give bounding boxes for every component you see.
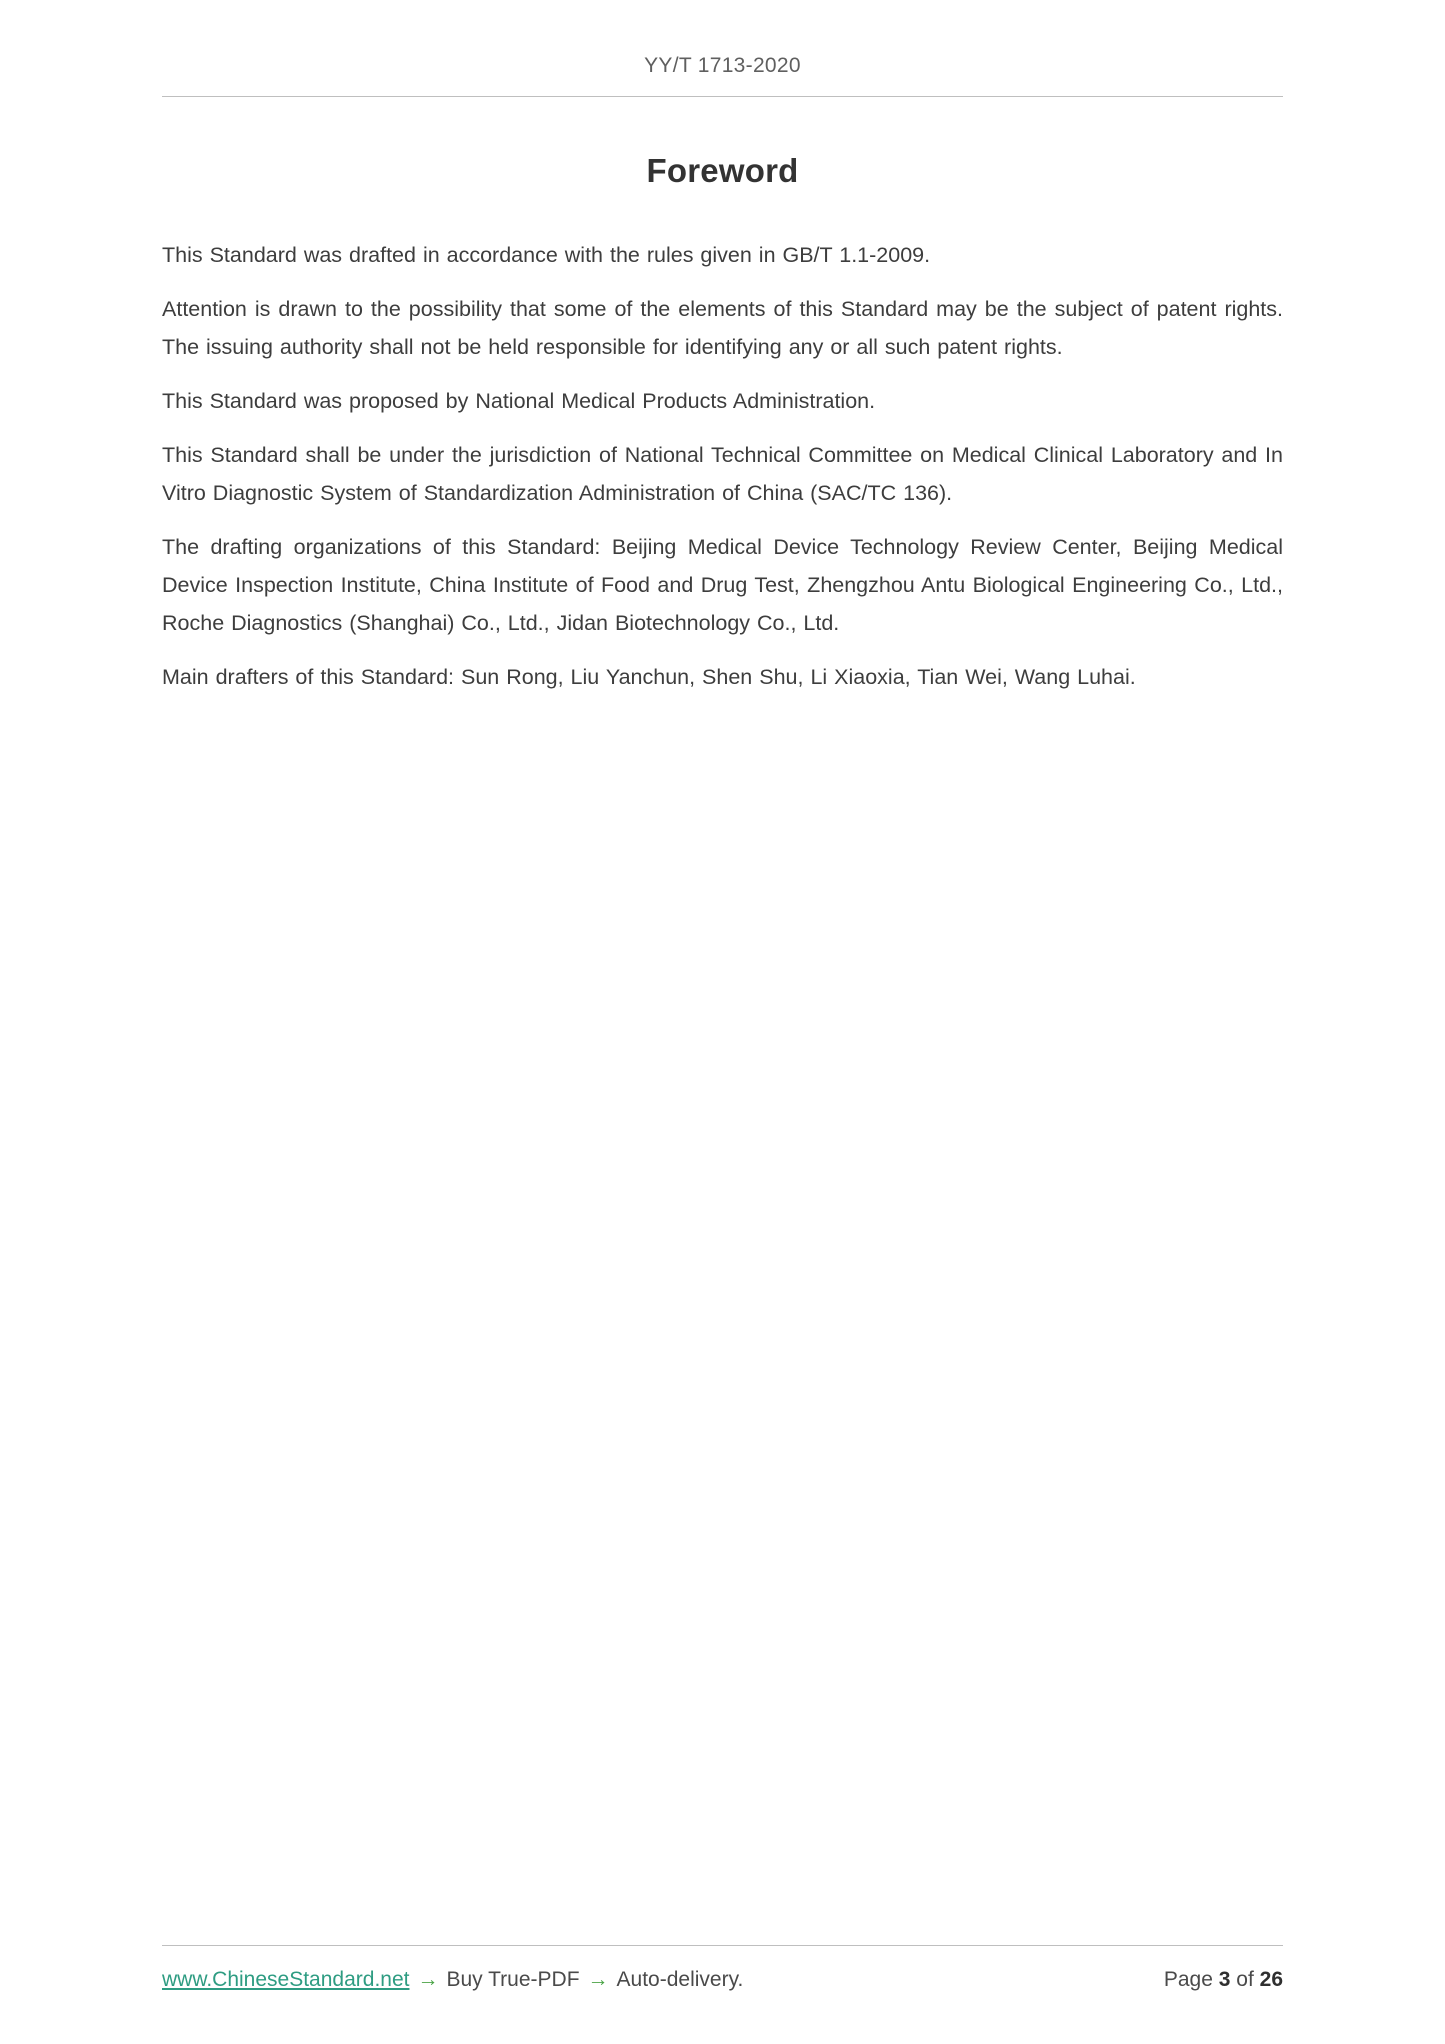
auto-delivery-label: Auto-delivery. [616,1968,744,1991]
document-number: YY/T 1713-2020 [644,54,801,77]
page-content [162,0,1283,2044]
buy-true-pdf-label: Buy True-PDF [446,1968,580,1991]
paragraph: Attention is drawn to the possibility that some of the elements of this Standard may be the subject of patent rights. The issuing authority shall not be held responsible for identifying any or all such patent rights. [162,297,1283,359]
paragraph: This Standard shall be under the jurisdiction of National Technical Committee on Medical Clinical Laboratory and In Vitro Diagnostic System of Standardization Administration of China (SAC/TC 136). [162,443,1283,505]
page-title: Foreword [646,152,799,189]
paragraph: Main drafters of this Standard: Sun Rong, Liu Yanchun, Shen Shu, Li Xiaoxia, Tian Wei, Wang Luhai. [162,665,1136,689]
page-number: 3 [1218,1968,1231,1991]
arrow-right-icon: → [417,1968,439,1991]
chinesestandard-link[interactable]: www.ChineseStandard.net [162,1968,410,1991]
footer-row [162,1968,1283,1992]
footer-divider [162,1945,1283,1946]
paragraph: This Standard was proposed by National Medical Products Administration. [162,389,876,413]
of-label: of [1236,1968,1254,1991]
page-footer [162,1945,1283,1992]
arrow-right-icon: → [587,1968,609,1991]
header-divider [162,96,1283,97]
body-paragraphs [162,236,1283,696]
page-indicator [1164,1968,1283,1992]
footer-left [162,1968,743,1992]
page-header [162,0,1283,97]
page-label: Page [1163,1968,1213,1991]
page-total: 26 [1259,1968,1283,1991]
paragraph: The drafting organizations of this Standard: Beijing Medical Device Technology Review Center, Beijing Medical Device Inspection Institute, China Institute of Food and Drug Test, Zhengzhou Antu Biological Engineering Co., Ltd., Roche Diagnostics (Shanghai) Co., Ltd., Jidan Biotechnology Co., Ltd. [162,535,1283,635]
paragraph: This Standard was drafted in accordance with the rules given in GB/T 1.1-2009. [162,243,931,267]
